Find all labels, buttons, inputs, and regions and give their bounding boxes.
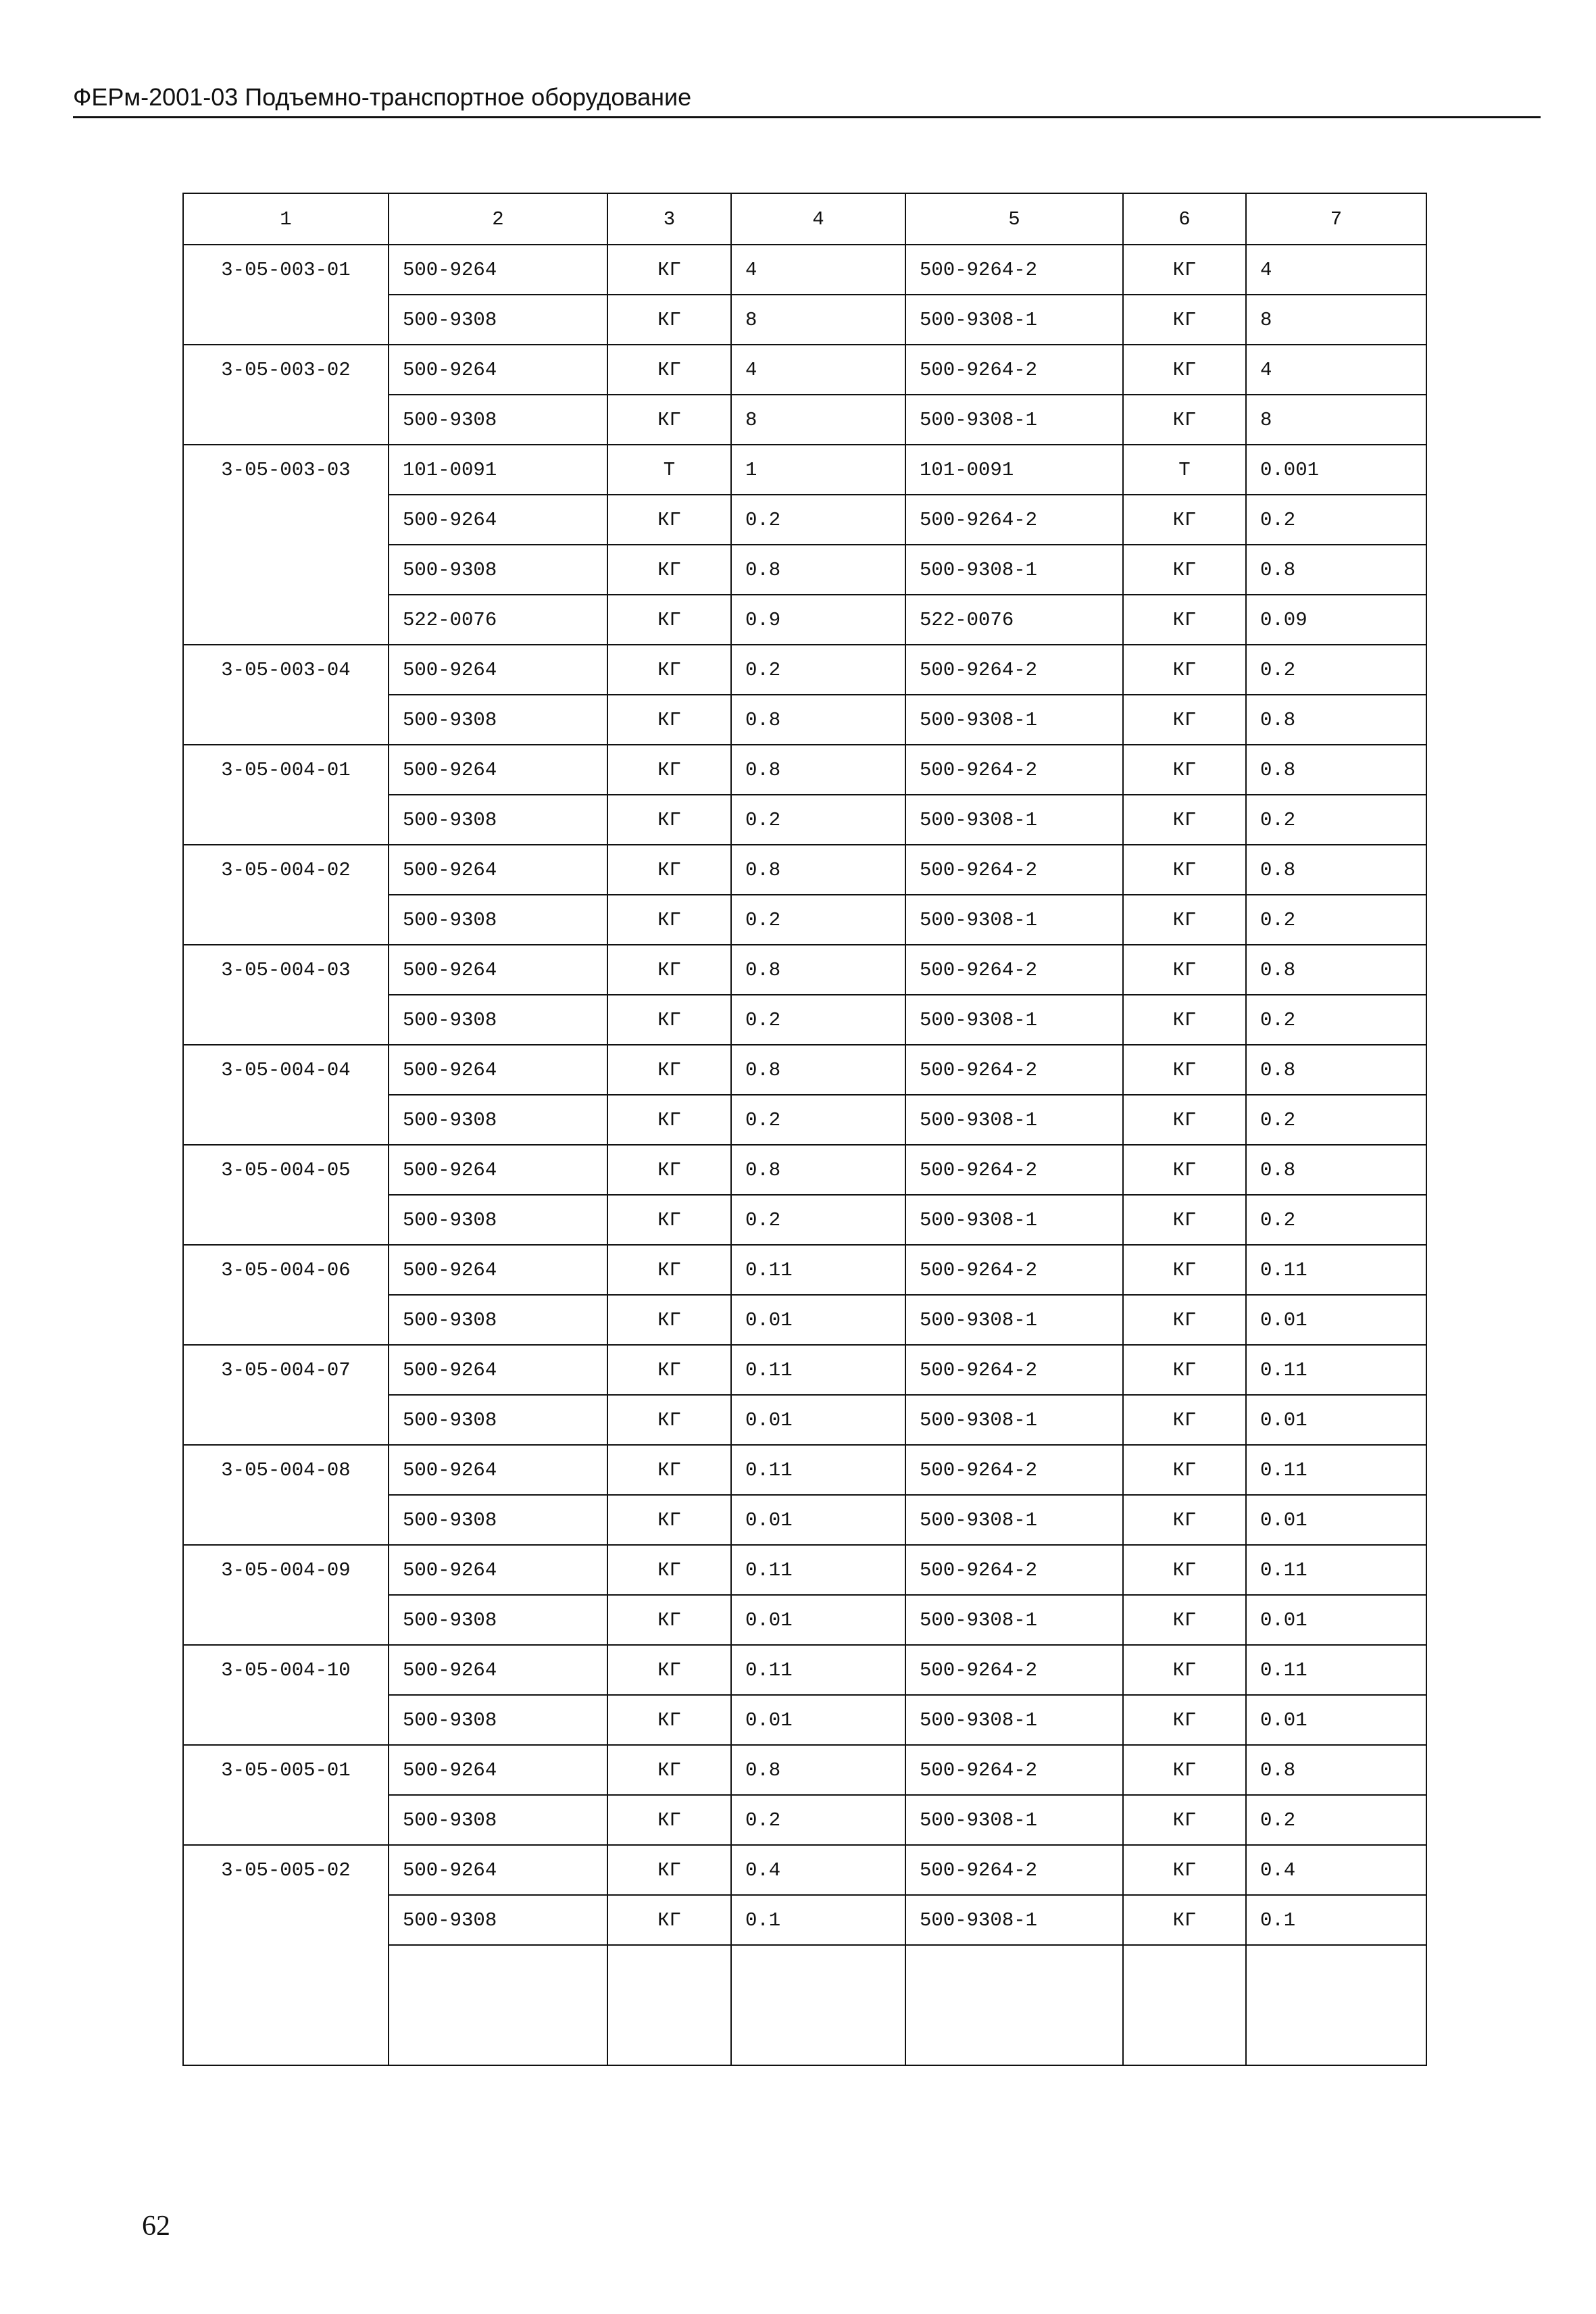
- table-cell: 500-9264: [389, 1245, 607, 1295]
- table-cell: 101-0091: [389, 445, 607, 495]
- table-cell: 8: [1246, 295, 1426, 345]
- table-cell: 0.8: [1246, 695, 1426, 745]
- table-cell: Т: [607, 445, 731, 495]
- resource-code-cell: 3-05-004-05: [183, 1145, 389, 1245]
- table-cell: 0.2: [1246, 1095, 1426, 1145]
- column-header: 5: [905, 193, 1123, 245]
- table-cell: 500-9308-1: [905, 1495, 1123, 1545]
- table-row: [183, 645, 1426, 695]
- table-cell: 0.01: [731, 1295, 905, 1345]
- table-cell: 0.01: [1246, 1495, 1426, 1545]
- table-cell: КГ: [1123, 545, 1246, 595]
- table-cell: 4: [1246, 245, 1426, 295]
- table-cell: 500-9264: [389, 495, 607, 545]
- table-cell: КГ: [607, 795, 731, 845]
- table-cell: 0.2: [731, 1095, 905, 1145]
- table-cell: 0.8: [731, 845, 905, 895]
- table-cell: 101-0091: [905, 445, 1123, 495]
- table-cell: КГ: [607, 1895, 731, 1945]
- table-cell: 0.2: [731, 1795, 905, 1845]
- empty-cell: [1246, 1945, 1426, 2065]
- resource-code-cell: 3-05-005-02: [183, 1845, 389, 2065]
- resource-code-cell: 3-05-003-04: [183, 645, 389, 745]
- table-cell: 500-9308-1: [905, 1595, 1123, 1645]
- table-cell: 500-9308: [389, 295, 607, 345]
- table-cell: КГ: [1123, 695, 1246, 745]
- table-cell: 522-0076: [905, 595, 1123, 645]
- table-cell: КГ: [1123, 1445, 1246, 1495]
- table-cell: КГ: [607, 845, 731, 895]
- resource-code-cell: 3-05-004-09: [183, 1545, 389, 1645]
- table-cell: 0.11: [731, 1445, 905, 1495]
- table-cell: 500-9308: [389, 1295, 607, 1345]
- table-row: [183, 1045, 1426, 1095]
- table-cell: КГ: [1123, 1145, 1246, 1195]
- table-cell: 522-0076: [389, 595, 607, 645]
- table-cell: 500-9264-2: [905, 1645, 1123, 1695]
- table-cell: КГ: [607, 1095, 731, 1145]
- table-cell: 0.11: [1246, 1245, 1426, 1295]
- column-header: 6: [1123, 193, 1246, 245]
- table-cell: 0.2: [731, 1195, 905, 1245]
- table-cell: 0.09: [1246, 595, 1426, 645]
- table-cell: 0.8: [731, 945, 905, 995]
- table-cell: КГ: [1123, 745, 1246, 795]
- table-cell: КГ: [607, 1495, 731, 1545]
- table-cell: 0.01: [731, 1695, 905, 1745]
- table-cell: 500-9308-1: [905, 1095, 1123, 1145]
- table-cell: 500-9264-2: [905, 245, 1123, 295]
- table-cell: КГ: [607, 1295, 731, 1345]
- table-cell: 0.2: [1246, 895, 1426, 945]
- column-header: 4: [731, 193, 905, 245]
- resource-code-cell: 3-05-005-01: [183, 1745, 389, 1845]
- column-header: 1: [183, 193, 389, 245]
- table-cell: 500-9264: [389, 1845, 607, 1895]
- table-cell: 0.11: [1246, 1645, 1426, 1695]
- table-cell: 0.8: [731, 695, 905, 745]
- resource-code-cell: 3-05-004-07: [183, 1345, 389, 1445]
- table-cell: 500-9308: [389, 1795, 607, 1845]
- table-cell: КГ: [1123, 295, 1246, 345]
- table-cell: КГ: [607, 1445, 731, 1495]
- table-cell: 500-9264-2: [905, 1445, 1123, 1495]
- table-cell: 0.11: [1246, 1545, 1426, 1595]
- empty-cell: [1123, 1945, 1246, 2065]
- table-cell: КГ: [1123, 795, 1246, 845]
- table-cell: 0.8: [1246, 545, 1426, 595]
- table-cell: КГ: [1123, 1545, 1246, 1595]
- table-cell: КГ: [1123, 495, 1246, 545]
- table-cell: 500-9264: [389, 845, 607, 895]
- table-cell: 0.11: [1246, 1445, 1426, 1495]
- resource-code-cell: 3-05-004-01: [183, 745, 389, 845]
- table-cell: 500-9264: [389, 1645, 607, 1695]
- resource-code-cell: 3-05-004-04: [183, 1045, 389, 1145]
- resource-code-cell: 3-05-003-03: [183, 445, 389, 645]
- table-cell: КГ: [607, 1145, 731, 1195]
- table-cell: 0.8: [1246, 845, 1426, 895]
- table-cell: 500-9308: [389, 1495, 607, 1545]
- table-cell: 0.1: [731, 1895, 905, 1945]
- table-cell: 0.11: [731, 1345, 905, 1395]
- table-cell: КГ: [1123, 1745, 1246, 1795]
- table-cell: 4: [731, 245, 905, 295]
- table-cell: КГ: [1123, 1895, 1246, 1945]
- table-cell: 0.9: [731, 595, 905, 645]
- table-cell: КГ: [1123, 1245, 1246, 1295]
- table-cell: 0.8: [1246, 945, 1426, 995]
- table-cell: 500-9308-1: [905, 1895, 1123, 1945]
- table-cell: 0.01: [731, 1495, 905, 1545]
- page-header-title: ФЕРм-2001-03 Подъемно-транспортное оборудование: [73, 83, 692, 111]
- table-cell: 0.4: [1246, 1845, 1426, 1895]
- table-cell: 500-9264-2: [905, 1745, 1123, 1795]
- table-cell: 500-9264-2: [905, 745, 1123, 795]
- table-cell: 0.01: [1246, 1295, 1426, 1345]
- table-cell: 4: [731, 345, 905, 395]
- table-cell: 0.8: [731, 745, 905, 795]
- table-cell: КГ: [1123, 1295, 1246, 1345]
- table-cell: 0.01: [731, 1395, 905, 1445]
- table-row: [183, 245, 1426, 295]
- table-cell: 0.2: [731, 645, 905, 695]
- table-cell: 500-9308-1: [905, 545, 1123, 595]
- table-cell: 0.8: [731, 1745, 905, 1795]
- table-cell: 0.8: [731, 1145, 905, 1195]
- table-cell: 0.1: [1246, 1895, 1426, 1945]
- table-cell: КГ: [1123, 595, 1246, 645]
- table-cell: КГ: [1123, 1645, 1246, 1695]
- table-cell: КГ: [607, 245, 731, 295]
- table-cell: КГ: [607, 945, 731, 995]
- table-cell: 0.8: [1246, 1145, 1426, 1195]
- table-cell: 500-9264: [389, 1145, 607, 1195]
- page-number: 62: [142, 2211, 170, 2242]
- table-cell: 500-9308-1: [905, 695, 1123, 745]
- table-row: [183, 1245, 1426, 1295]
- table-cell: 0.2: [1246, 495, 1426, 545]
- table-cell: КГ: [607, 345, 731, 395]
- page-header: [73, 81, 1541, 118]
- table-cell: 8: [1246, 395, 1426, 445]
- table-cell: КГ: [607, 1695, 731, 1745]
- table-cell: 500-9264: [389, 1745, 607, 1795]
- table-cell: 500-9308: [389, 1195, 607, 1245]
- empty-cell: [731, 1945, 905, 2065]
- table-row: [183, 345, 1426, 395]
- table-cell: 500-9308-1: [905, 395, 1123, 445]
- table-body: [183, 193, 1426, 2065]
- table-cell: 0.11: [1246, 1345, 1426, 1395]
- table-cell: 500-9264: [389, 345, 607, 395]
- table-cell: 500-9264: [389, 645, 607, 695]
- table-cell: 500-9264: [389, 1545, 607, 1595]
- table-cell: КГ: [607, 1345, 731, 1395]
- table-cell: 500-9264-2: [905, 1245, 1123, 1295]
- table-cell: КГ: [607, 1645, 731, 1695]
- table-cell: КГ: [607, 495, 731, 545]
- table-cell: 0.8: [1246, 745, 1426, 795]
- resource-code-cell: 3-05-004-06: [183, 1245, 389, 1345]
- table-cell: 500-9308: [389, 695, 607, 745]
- table-cell: 500-9308: [389, 795, 607, 845]
- table-cell: 0.11: [731, 1545, 905, 1595]
- table-cell: 500-9308: [389, 395, 607, 445]
- table-cell: КГ: [607, 1395, 731, 1445]
- table-cell: КГ: [607, 395, 731, 445]
- table-cell: 500-9308: [389, 1695, 607, 1745]
- table-cell: КГ: [1123, 1595, 1246, 1645]
- table-cell: 0.2: [731, 495, 905, 545]
- table-cell: 0.8: [731, 1045, 905, 1095]
- resource-code-cell: 3-05-003-02: [183, 345, 389, 445]
- table-cell: Т: [1123, 445, 1246, 495]
- table-cell: 500-9308: [389, 545, 607, 595]
- table-cell: КГ: [1123, 1845, 1246, 1895]
- table-cell: 500-9308-1: [905, 1295, 1123, 1345]
- table-cell: КГ: [607, 1245, 731, 1295]
- table-cell: КГ: [1123, 995, 1246, 1045]
- table-header-row: [183, 193, 1426, 245]
- table-cell: 500-9264-2: [905, 1345, 1123, 1395]
- table-cell: КГ: [607, 645, 731, 695]
- table-cell: 0.2: [1246, 1795, 1426, 1845]
- resource-code-cell: 3-05-004-02: [183, 845, 389, 945]
- table-cell: КГ: [1123, 945, 1246, 995]
- table-cell: 500-9264-2: [905, 1045, 1123, 1095]
- table-cell: КГ: [607, 745, 731, 795]
- table-cell: 500-9264-2: [905, 1845, 1123, 1895]
- table-cell: КГ: [607, 295, 731, 345]
- table-cell: 500-9308-1: [905, 795, 1123, 845]
- empty-cell: [389, 1945, 607, 2065]
- table-row: [183, 845, 1426, 895]
- table-cell: 500-9264: [389, 1445, 607, 1495]
- table-cell: КГ: [607, 595, 731, 645]
- table-cell: 0.8: [1246, 1745, 1426, 1795]
- materials-table: [182, 193, 1427, 2066]
- table-cell: 500-9264: [389, 745, 607, 795]
- table-cell: КГ: [1123, 1045, 1246, 1095]
- table-cell: 0.2: [1246, 995, 1426, 1045]
- column-header: 3: [607, 193, 731, 245]
- table-cell: КГ: [1123, 245, 1246, 295]
- table-cell: 500-9264: [389, 945, 607, 995]
- table-cell: 0.2: [731, 995, 905, 1045]
- table-row: [183, 1545, 1426, 1595]
- table-cell: КГ: [1123, 345, 1246, 395]
- table-row: [183, 1345, 1426, 1395]
- empty-cell: [607, 1945, 731, 2065]
- column-header: 7: [1246, 193, 1426, 245]
- table-cell: КГ: [1123, 1695, 1246, 1745]
- table-cell: 0.8: [1246, 1045, 1426, 1095]
- table-cell: КГ: [607, 545, 731, 595]
- table-cell: КГ: [607, 1795, 731, 1845]
- table-cell: 4: [1246, 345, 1426, 395]
- table-cell: КГ: [607, 1045, 731, 1095]
- empty-cell: [905, 1945, 1123, 2065]
- table-cell: КГ: [1123, 1345, 1246, 1395]
- table-cell: 0.2: [1246, 645, 1426, 695]
- table-cell: 500-9264-2: [905, 645, 1123, 695]
- table-cell: КГ: [1123, 1395, 1246, 1445]
- table-cell: 500-9264-2: [905, 945, 1123, 995]
- table-cell: КГ: [1123, 1795, 1246, 1845]
- table-cell: 500-9264: [389, 1345, 607, 1395]
- table-cell: 500-9264-2: [905, 1545, 1123, 1595]
- table-cell: 1: [731, 445, 905, 495]
- table-cell: 0.2: [731, 895, 905, 945]
- resource-code-cell: 3-05-004-03: [183, 945, 389, 1045]
- table-cell: КГ: [607, 995, 731, 1045]
- table-cell: 500-9308-1: [905, 895, 1123, 945]
- table-cell: 500-9264-2: [905, 845, 1123, 895]
- table-cell: КГ: [1123, 845, 1246, 895]
- table-cell: 500-9308: [389, 1095, 607, 1145]
- table-cell: 0.2: [1246, 1195, 1426, 1245]
- table-cell: 8: [731, 395, 905, 445]
- table-cell: 0.2: [731, 795, 905, 845]
- table-cell: КГ: [607, 1745, 731, 1795]
- table-cell: КГ: [1123, 1095, 1246, 1145]
- table-cell: КГ: [1123, 1195, 1246, 1245]
- table-cell: КГ: [607, 895, 731, 945]
- table-cell: 500-9264-2: [905, 495, 1123, 545]
- table-cell: 0.001: [1246, 445, 1426, 495]
- table-cell: 0.11: [731, 1645, 905, 1695]
- table-cell: 500-9308-1: [905, 1395, 1123, 1445]
- table-cell: 500-9308-1: [905, 1195, 1123, 1245]
- table-cell: 500-9308: [389, 1895, 607, 1945]
- table-cell: 500-9308: [389, 995, 607, 1045]
- table-cell: 8: [731, 295, 905, 345]
- table-cell: 500-9308: [389, 1395, 607, 1445]
- table-cell: 0.01: [1246, 1395, 1426, 1445]
- resource-code-cell: 3-05-004-10: [183, 1645, 389, 1745]
- table-cell: 500-9264-2: [905, 1145, 1123, 1195]
- table-cell: 500-9308-1: [905, 1795, 1123, 1845]
- table-cell: 0.2: [1246, 795, 1426, 845]
- table-cell: КГ: [607, 1595, 731, 1645]
- table-cell: 500-9308-1: [905, 295, 1123, 345]
- table-cell: 0.8: [731, 545, 905, 595]
- table-cell: КГ: [1123, 895, 1246, 945]
- table-cell: 0.11: [731, 1245, 905, 1295]
- table-cell: КГ: [607, 1195, 731, 1245]
- table-row: [183, 1145, 1426, 1195]
- table-cell: КГ: [607, 1845, 731, 1895]
- table-row: [183, 1445, 1426, 1495]
- table-row: [183, 1645, 1426, 1695]
- table-cell: 0.01: [1246, 1595, 1426, 1645]
- table-cell: 500-9264: [389, 245, 607, 295]
- table-row: [183, 945, 1426, 995]
- table-row: [183, 745, 1426, 795]
- resource-code-cell: 3-05-004-08: [183, 1445, 389, 1545]
- table-cell: 500-9308-1: [905, 995, 1123, 1045]
- table-cell: КГ: [607, 1545, 731, 1595]
- table-row: [183, 1745, 1426, 1795]
- table-cell: 500-9264: [389, 1045, 607, 1095]
- column-header: 2: [389, 193, 607, 245]
- table-row: [183, 1845, 1426, 1895]
- table-cell: 0.01: [1246, 1695, 1426, 1745]
- table-cell: КГ: [1123, 645, 1246, 695]
- table-cell: 0.4: [731, 1845, 905, 1895]
- table-cell: КГ: [607, 695, 731, 745]
- table-row: [183, 445, 1426, 495]
- table-cell: 500-9308-1: [905, 1695, 1123, 1745]
- table-cell: КГ: [1123, 1495, 1246, 1545]
- table-cell: 500-9308: [389, 895, 607, 945]
- resource-code-cell: 3-05-003-01: [183, 245, 389, 345]
- table-cell: КГ: [1123, 395, 1246, 445]
- table-cell: 500-9264-2: [905, 345, 1123, 395]
- table-cell: 500-9308: [389, 1595, 607, 1645]
- table-cell: 0.01: [731, 1595, 905, 1645]
